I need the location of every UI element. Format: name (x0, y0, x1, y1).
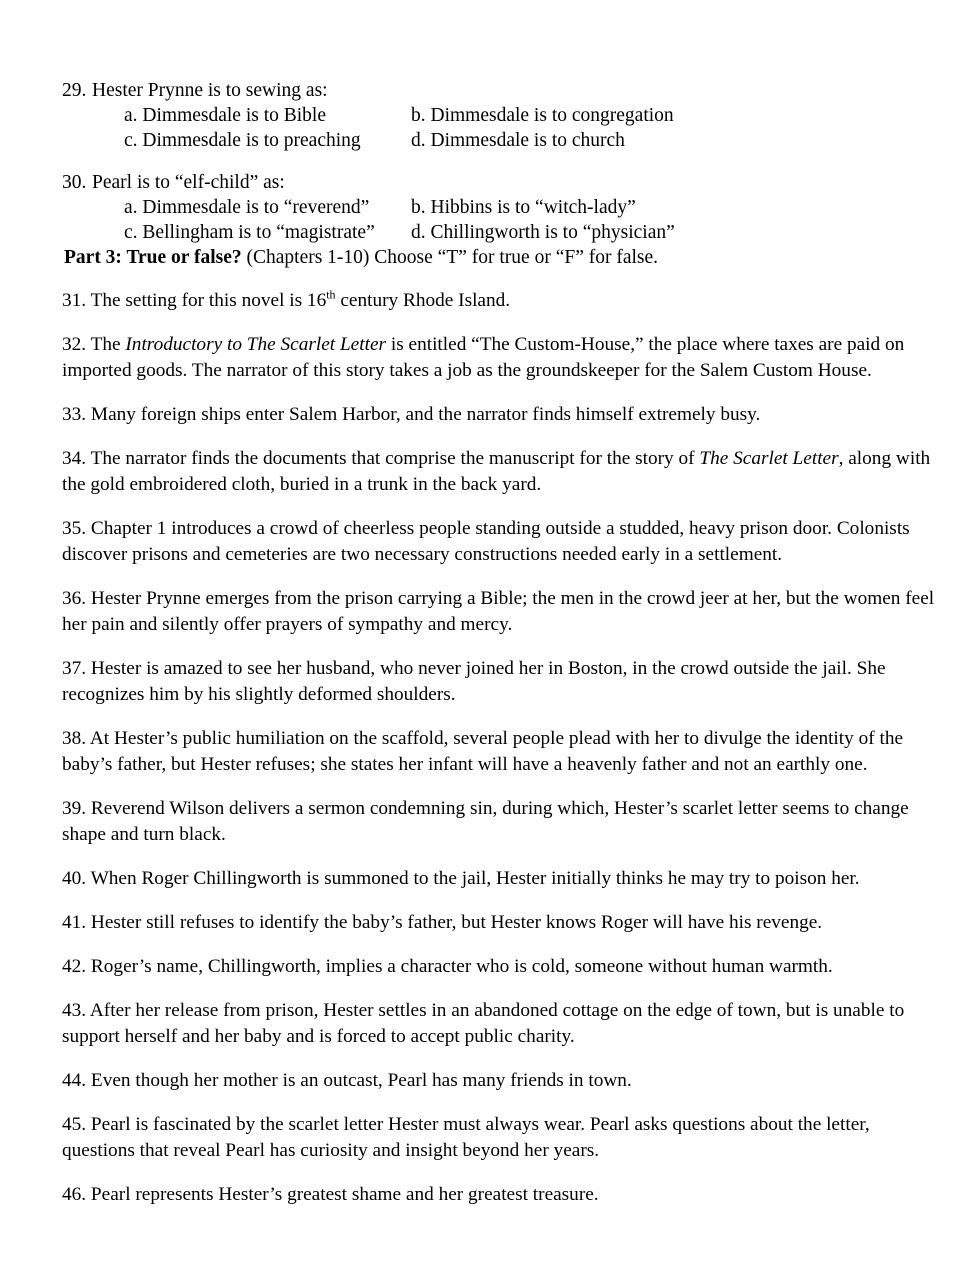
option-row (124, 220, 942, 245)
option-b[interactable]: b. Dimmesdale is to congregation (411, 105, 674, 126)
tf-item-33 (62, 402, 938, 428)
item-text-part2: , along with the gold embroidered cloth, buried in a trunk in the back yard. (62, 448, 931, 495)
item-number: 32. (62, 334, 87, 355)
item-text: Many foreign ships enter Salem Harbor, and the narrator finds himself extremely busy. (86, 404, 761, 425)
item-number: 34. (62, 448, 87, 469)
item-text: Even though her mother is an outcast, Pearl has many friends in town. (86, 1070, 632, 1091)
tf-item-43 (62, 998, 938, 1050)
item-number: 42. (62, 956, 87, 977)
item-text: Hester still refuses to identify the baby’s father, but Hester knows Roger will have his revenge. (86, 912, 823, 933)
item-text: When Roger Chillingworth is summoned to the jail, Hester initially thinks he may try to poison her. (86, 868, 860, 889)
tf-item-40 (62, 866, 938, 892)
item-number: 46. (62, 1184, 87, 1205)
item-text-part2: century Rhode Island. (335, 290, 511, 311)
question-stem (62, 78, 942, 103)
tf-item-36 (62, 586, 938, 638)
item-text-part1: The narrator finds the documents that comprise the manuscript for the story of (86, 448, 700, 469)
option-c[interactable]: c. Dimmesdale is to preaching (124, 130, 361, 151)
option-d[interactable]: d. Chillingworth is to “physician” (411, 222, 675, 243)
item-number: 40. (62, 868, 87, 889)
item-number: 36. (62, 588, 87, 609)
item-text-part1: The setting for this novel is 16 (86, 290, 327, 311)
option-a[interactable]: a. Dimmesdale is to “reverend” (124, 197, 370, 218)
book-title-italic: The Scarlet Letter (699, 448, 839, 469)
item-text: Chapter 1 introduces a crowd of cheerless people standing outside a studded, heavy prison door. Colonists discover prisons and cemeteries are two necessary constructions needed early in a settlement. (62, 518, 910, 565)
question-number: 29. (62, 80, 87, 101)
tf-item-45 (62, 1112, 938, 1164)
item-text: After her release from prison, Hester settles in an abandoned cottage on the edge of town, but is unable to support herself and her baby and is forced to accept public charity. (62, 1000, 905, 1047)
matching-question-29 (62, 78, 942, 153)
item-text: At Hester’s public humiliation on the scaffold, several people plead with her to divulge the identity of the baby’s father, but Hester refuses; she states her infant will have a heavenly father and not an earthly one. (62, 728, 904, 775)
tf-item-46 (62, 1182, 938, 1208)
question-text: Pearl is to “elf-child” as: (92, 172, 285, 193)
question-number: 30. (62, 172, 87, 193)
option-row (124, 195, 942, 220)
item-text: Roger’s name, Chillingworth, implies a character who is cold, someone without human warmth. (86, 956, 833, 977)
tf-item-32 (62, 332, 938, 384)
option-b[interactable]: b. Hibbins is to “witch-lady” (411, 197, 636, 218)
matching-question-30 (62, 170, 942, 245)
true-false-list (62, 288, 938, 1226)
tf-item-41 (62, 910, 938, 936)
item-text-part2: is entitled “The Custom-House,” the place where taxes are paid on imported goods. The narrator of this story takes a job as the groundskeeper for the Salem Custom House. (62, 334, 905, 381)
item-number: 31. (62, 290, 87, 311)
question-stem (62, 170, 942, 195)
item-number: 44. (62, 1070, 87, 1091)
item-number: 35. (62, 518, 87, 539)
question-text: Hester Prynne is to sewing as: (92, 80, 328, 101)
tf-item-37 (62, 656, 938, 708)
item-text: Hester Prynne emerges from the prison carrying a Bible; the men in the crowd jeer at her, but the women feel her pain and silently offer prayers of sympathy and mercy. (62, 588, 935, 635)
item-number: 41. (62, 912, 87, 933)
part-3-heading (64, 245, 944, 270)
option-a[interactable]: a. Dimmesdale is to Bible (124, 105, 327, 126)
item-text: Reverend Wilson delivers a sermon condemning sin, during which, Hester’s scarlet letter seems to change shape and turn black. (62, 798, 909, 845)
option-d[interactable]: d. Dimmesdale is to church (411, 130, 625, 151)
item-number: 39. (62, 798, 87, 819)
part-instructions: (Chapters 1-10) Choose “T” for true or “F” for false. (241, 247, 659, 268)
item-number: 45. (62, 1114, 87, 1135)
tf-item-44 (62, 1068, 938, 1094)
option-grid (124, 103, 942, 153)
tf-item-35 (62, 516, 938, 568)
tf-item-39 (62, 796, 938, 848)
tf-item-38 (62, 726, 938, 778)
item-number: 33. (62, 404, 87, 425)
option-row (124, 128, 942, 153)
item-number: 37. (62, 658, 87, 679)
option-c[interactable]: c. Bellingham is to “magistrate” (124, 222, 375, 243)
item-number: 38. (62, 728, 87, 749)
item-text-part1: The (86, 334, 126, 355)
item-text: Hester is amazed to see her husband, who never joined her in Boston, in the crowd outside the jail. She recognizes him by his slightly deformed shoulders. (62, 658, 886, 705)
book-title-italic: Introductory to The Scarlet Letter (125, 334, 387, 355)
item-text: Pearl is fascinated by the scarlet letter Hester must always wear. Pearl asks questions about the letter, questions that reveal Pearl has curiosity and insight beyond her years. (62, 1114, 870, 1161)
tf-item-31 (62, 288, 938, 314)
ordinal-superscript: th (326, 287, 336, 302)
item-number: 43. (62, 1000, 87, 1021)
option-row (124, 103, 942, 128)
item-text: Pearl represents Hester’s greatest shame and her greatest treasure. (86, 1184, 599, 1205)
option-grid (124, 195, 942, 245)
part-label: Part 3: True or false? (64, 247, 242, 268)
tf-item-42 (62, 954, 938, 980)
matching-questions-block (62, 78, 942, 262)
tf-item-34 (62, 446, 938, 498)
